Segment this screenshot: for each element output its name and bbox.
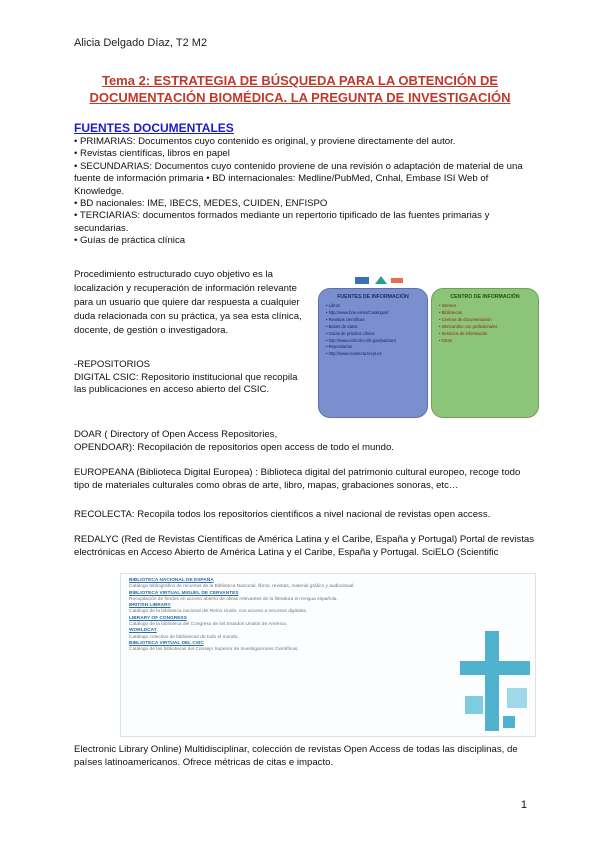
shot-text: Catálogo colectivo de bibliotecas de todo el mundo.: [129, 634, 239, 640]
sources-diagram: [313, 272, 539, 422]
shot-link: BIBLIOTECA NACIONAL DE ESPAÑA: [129, 578, 214, 583]
list-item: • Libros: [326, 303, 341, 308]
list-item: • Guías de práctica clínica: [74, 235, 186, 247]
list-item: • PRIMARIAS: Documentos cuyo contenido es original, y proviene directamente del autor.: [74, 136, 456, 147]
shot-text: Catálogo bibliográfico de recursos de la Biblioteca Nacional, libros, revistas, material gráfico y audiovisual.: [129, 584, 355, 590]
list-item: • Centros de documentación: [439, 316, 492, 322]
repositorios-block: [74, 359, 309, 397]
centro-info-heading: CENTRO DE INFORMACIÓN: [450, 294, 520, 300]
list-item: • Repositorios: [326, 344, 352, 350]
list-item: • Bibliotecas: [439, 309, 462, 315]
decorative-plus-icon: [455, 626, 535, 736]
list-item: • Bases de datos: [326, 323, 358, 329]
shot-link: BIBLIOTECA VIRTUAL MIGUEL DE CERVANTES: [129, 590, 239, 596]
logos-icon: [355, 274, 403, 286]
list-item: • Intercambio con profesionales: [439, 323, 498, 329]
shot-text: Catálogo de la biblioteca del Congreso de los Estados Unidos de América.: [129, 622, 288, 628]
shot-link: WORLDCAT: [129, 628, 157, 634]
doar-paragraph: [74, 428, 534, 454]
list-item: • http://www.ncbi.nlm.nih.gov/pubmed: [326, 337, 396, 343]
list-item: • Internet: [439, 303, 456, 308]
redalyc-paragraph: REDALYC (Red de Revistas Científicas de América Latina y el Caribe, España y Portugal) Portal de revistas electrónicas en Acceso Abierto de América Latina y el Caribe, España y Portugal. SciELO (Scientific: [74, 534, 534, 558]
list-item: • BD nacionales: IME, IBECS, MEDES, CUIDEN, ENFISPO: [74, 198, 328, 210]
list-item: • Otros: [439, 337, 452, 343]
list-item: • http://www.recolecta.fecyt.es: [326, 351, 382, 357]
list-item: • Servicios de información: [439, 330, 488, 336]
document-title: [60, 72, 540, 106]
section-heading-fuentes: FUENTES DOCUMENTALES: [74, 121, 234, 135]
title-line-1: Tema 2: ESTRATEGIA DE BÚSQUEDA PARA LA OBTENCIÓN DE: [101, 73, 499, 88]
digital-csic-text: DIGITAL CSIC: Repositorio institucional que recopila las publicaciones en acceso abierto del CSIC.: [74, 371, 298, 395]
doar-line-1: DOAR ( Directory of Open Access Repositories,: [74, 429, 278, 440]
list-item: • Revistas científicas: [326, 316, 365, 322]
document-header: Alicia Delgado Díaz, T2 M2: [74, 37, 208, 49]
scielo-paragraph: Electronic Library Online) Multidisciplinar, colección de revistas Open Access de todas las disciplinas, de países latinoamericanos. Ofrece métricas de citas e impacto.: [74, 744, 518, 768]
title-line-2: DOCUMENTACIÓN BIOMÉDICA. LA PREGUNTA DE INVESTIGACIÓN: [89, 90, 511, 105]
list-item: • SECUNDARIAS: Documentos cuyo contenido proviene de una revisión o adaptación de material de una fuente de información primaria • BD internacionales: Medline/PubMed, Cnhal, Embase ISI Web of Knowledge.: [74, 160, 523, 197]
page-number: 1: [520, 799, 527, 811]
centro-info-box: [431, 288, 539, 418]
list-item: • Guías de práctica clínica: [326, 330, 375, 336]
shot-link: BRITISH LIBRARY: [129, 603, 171, 609]
libraries-screenshot: [120, 573, 536, 737]
list-item: • TERCIARIAS: documentos formados mediante un repertorio tipificado de las fuentes primarias y secundarias.: [74, 210, 490, 234]
recolecta-paragraph: RECOLECTA: Recopila todos los repositorios científicos a nivel nacional de revistas open access.: [74, 509, 491, 520]
list-item: • Revistas científicas, libros en papel: [74, 148, 230, 160]
shot-text: Recopilación de fondos en acceso abierto de obras relevantes de la literatura en lengua española.: [129, 596, 338, 602]
repositorios-heading: -REPOSITORIOS: [74, 359, 151, 370]
fuentes-list: [74, 136, 534, 248]
procedimiento-paragraph: Procedimiento estructurado cuyo objetivo es la localización y recuperación de información relevante para un usuario que quiere dar respuesta a cualquier duda relacionada con su práctica, ya sea esta clínica, docente, de gestión o investigadora.: [74, 269, 302, 336]
shot-text: Catálogo de la biblioteca nacional del Reino Unido, con acceso a recursos digitales.: [129, 609, 308, 615]
fuentes-info-heading: FUENTES DE INFORMACIÓN: [337, 294, 409, 300]
shot-text: Catálogo de las bibliotecas del Consejo Superior de Investigaciones Científicas.: [129, 647, 299, 653]
shot-link: LIBRARY OF CONGRESS: [129, 615, 187, 621]
europeana-paragraph: EUROPEANA (Biblioteca Digital Europea) : Biblioteca digital del patrimonio cultural europeo, recoge todo tipo de materiales culturales como obras de arte, libro, mapas, grabaciones sonoras, etc…: [74, 467, 521, 491]
doar-line-2: OPENDOAR): Recopilación de repositorios open access de todo el mundo.: [74, 442, 394, 453]
shot-link: BIBLIOTECA VIRTUAL DEL CSIC: [129, 640, 204, 646]
fuentes-info-box: [318, 288, 428, 418]
list-item: • http://www.bne.es/es/Catalogos/: [326, 309, 389, 315]
